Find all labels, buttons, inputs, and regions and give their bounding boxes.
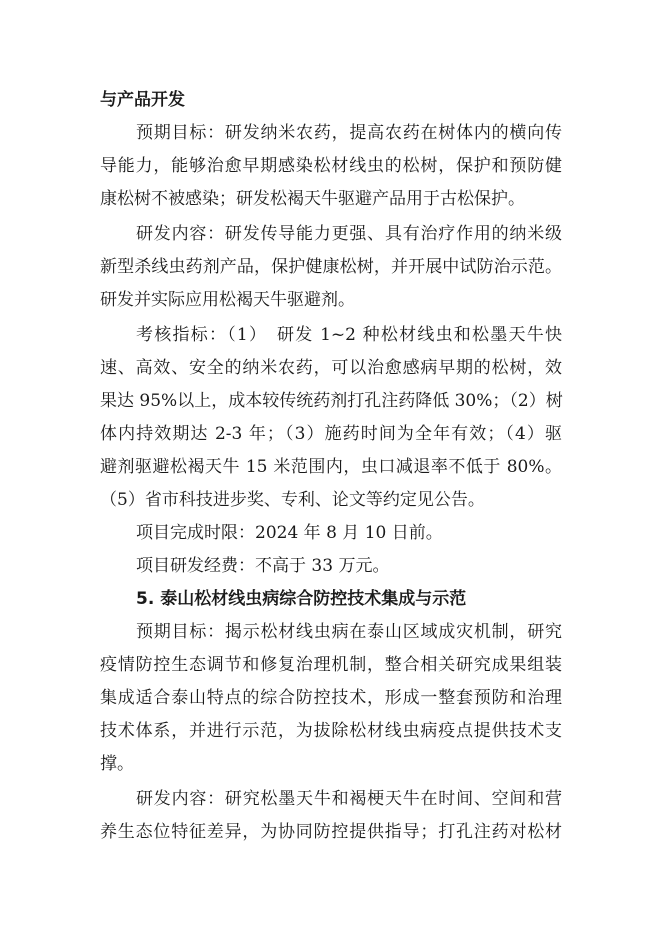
section-heading-tail: 与产品开发 [100, 90, 185, 110]
text-line: 疫情防控生态调节和修复治理机制，整合相关研究成果组装 [100, 655, 562, 675]
text-line: 速、高效、安全的纳米农药，可以治愈感病早期的松树，效 [100, 358, 562, 378]
text-line: （5）省市科技进步奖、专利、论文等约定见公告。 [100, 490, 485, 510]
text-line: 集成适合泰山特点的综合防控技术，形成一整套预防和治理 [100, 688, 562, 708]
section-5-heading: 5. 泰山松材线虫病综合防控技术集成与示范 [136, 589, 467, 609]
budget-text: 项目研发经费：不高于 33 万元。 [136, 556, 390, 576]
text-line: 养生态位特征差异，为协同防控提供指导；打孔注药对松材 [100, 822, 562, 842]
text-line: 预期目标：揭示松材线虫病在泰山区域成灾机制，研究 [136, 622, 562, 642]
text-line: 研发内容：研究松墨天牛和褐梗天牛在时间、空间和营 [136, 789, 562, 809]
paragraph-research-content [100, 218, 562, 317]
text-line: 新型杀线虫药剂产品，保护健康松树，并开展中试防治示范。 [100, 257, 562, 277]
text-line: 技术体系，并进行示范，为拔除松材线虫病疫点提供技术支 [100, 721, 562, 741]
text-line: 研发并实际应用松褐天牛驱避剂。 [100, 290, 355, 310]
text-line: 体内持效期达 2-3 年；（3）施药时间为全年有效；（4）驱 [100, 424, 562, 444]
document-page [100, 84, 562, 849]
paragraph-assessment-indicators [100, 319, 562, 517]
text-line: 果达 95%以上，成本较传统药剂打孔注药降低 30%；（2）树 [100, 391, 563, 411]
paragraph-expected-goal [100, 117, 562, 216]
text-line: 撑。 [100, 754, 134, 774]
deadline-text: 项目完成时限：2024 年 8 月 10 日前。 [136, 523, 443, 543]
text-line: 避剂驱避松褐天牛 15 米范围内，虫口减退率不低于 80%。 [100, 457, 562, 477]
paragraph-research-content-5 [100, 783, 562, 849]
text-line: 康松树不被感染；研发松褐天牛驱避产品用于古松保护。 [100, 189, 525, 209]
text-line: 研发内容：研发传导能力更强、具有治疗作用的纳米级 [136, 224, 562, 244]
text-line: 考核指标：（1） 研发 1~2 种松材线虫和松墨天牛快 [136, 325, 562, 345]
text-line: 预期目标：研发纳米农药，提高农药在树体内的横向传 [136, 123, 562, 143]
text-line: 导能力，能够治愈早期感染松材线虫的松树，保护和预防健 [100, 156, 562, 176]
paragraph-expected-goal-5 [100, 616, 562, 781]
